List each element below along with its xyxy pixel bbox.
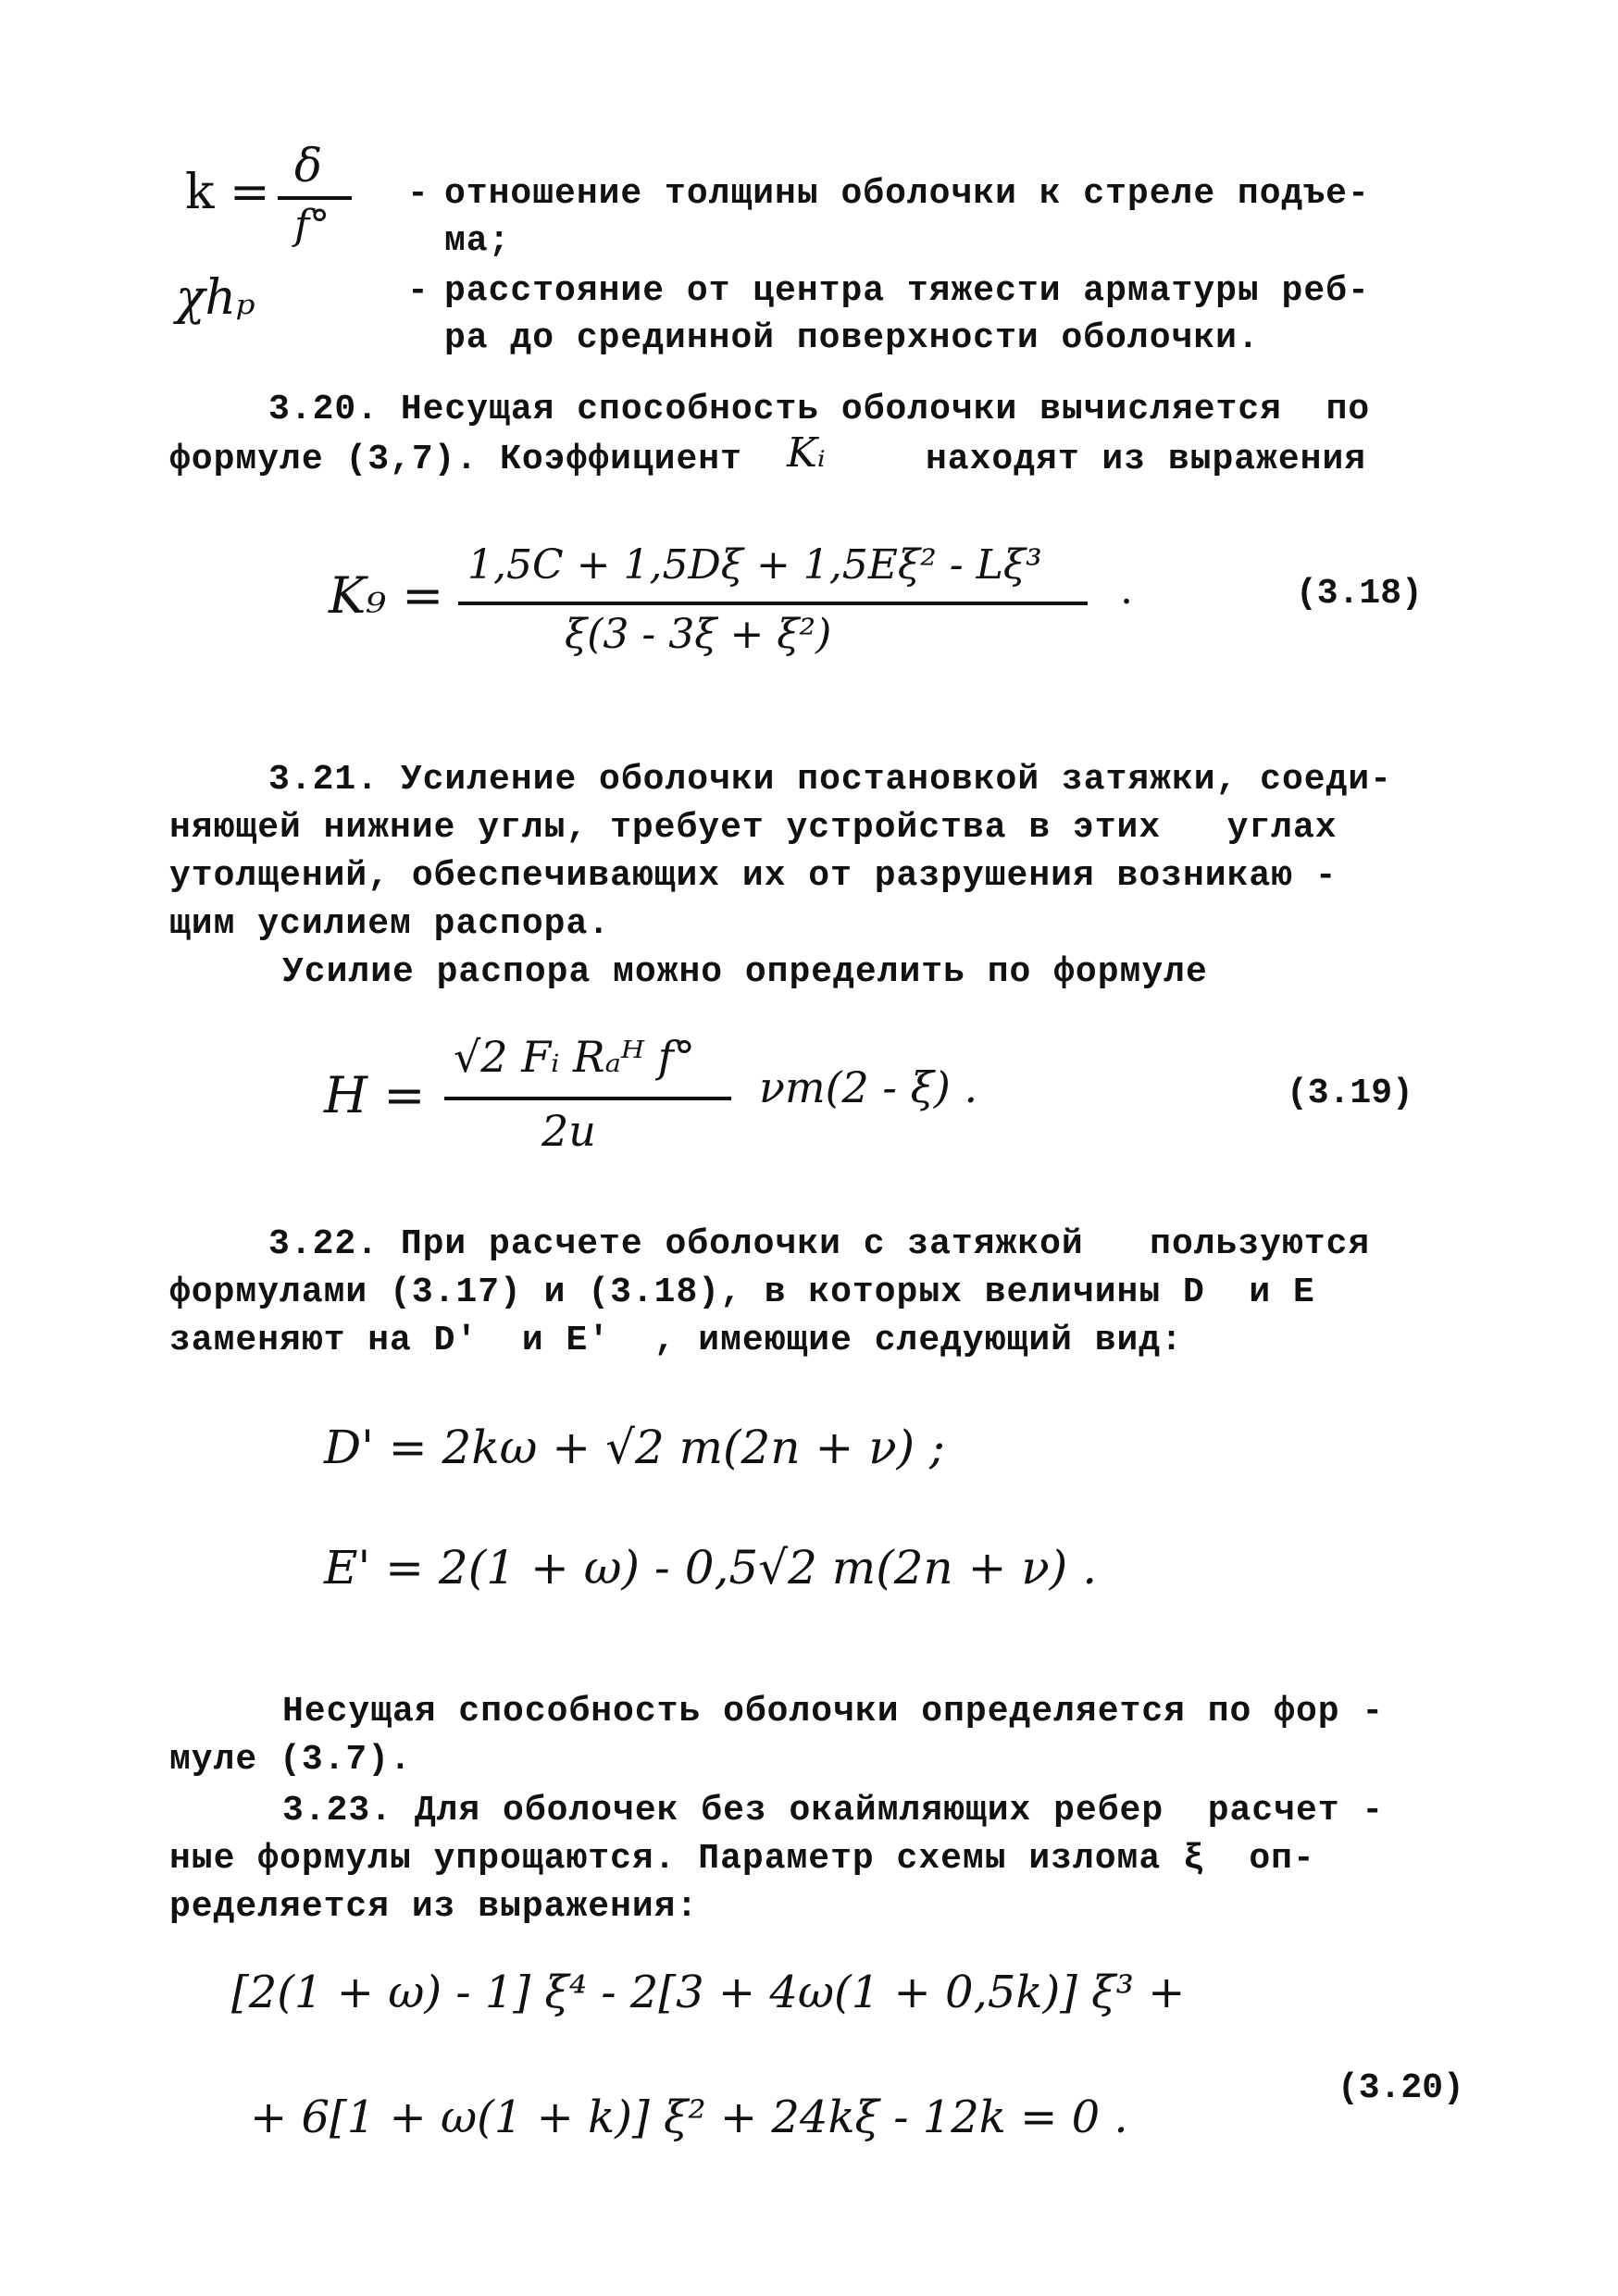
p320-symbol: Kᵢ [787,429,826,477]
def-k-lhs: k = [185,165,270,220]
eq318-denominator: ξ(3 - 3ξ + ξ²) [565,611,832,658]
eq319-denominator: 2u [541,1106,596,1156]
p322-line2: формулами (3.17) и (3.18), в которых величины D и E [169,1272,1315,1312]
p321-line3: утолщений, обеспечивающих их от разрушения возникаю - [169,856,1338,896]
eq319-lhs: H = [324,1066,426,1124]
eq318-tail: . [1120,566,1133,614]
p323-line2: ные формулы упрощаются. Параметр схемы излома ξ оп- [169,1839,1315,1879]
def-chi-line2: ра до срединной поверхности оболочки. [444,318,1260,358]
def-k-dash: - [407,174,429,214]
p322-line3: заменяют на D' и E' , имеющие следующий вид: [169,1321,1183,1360]
eq320-line2: + 6[1 + ω(1 + k)] ξ² + 24kξ - 12k = 0 . [250,2091,1128,2143]
def-chi-symbol: χhₚ [176,270,255,326]
def-k-fraction-line [278,196,352,200]
p322-line1: 3.22. При расчете оболочки с затяжкой пользуются [268,1224,1371,1264]
eq320-line1: [2(1 + ω) - 1] ξ⁴ - 2[3 + 4ω(1 + 0,5k)] ξ³ + [231,1967,1186,2018]
p321-line5: Усилие распора можно определить по формуле [282,952,1208,992]
eq318-lhs: K₉ = [329,566,444,625]
p323-line3: ределяется из выражения: [169,1887,699,1927]
def-k-numerator: δ [294,139,323,192]
eq318-fraction-line [458,602,1088,605]
p320-line2b: находят из выражения [926,440,1367,479]
eq320-number: (3.20) [1338,2068,1464,2108]
def-k-denominator: f° [294,202,330,249]
p323-line1: 3.23. Для оболочек без окаймляющих ребер расчет - [282,1791,1385,1831]
def-chi-line1: расстояние от центра тяжести арматуры реб- [444,271,1370,311]
eq319-tail: νm(2 - ξ) . [759,1062,978,1112]
eq318-number: (3.18) [1296,574,1423,614]
def-chi-dash: - [407,271,429,311]
p321-line4: щим усилием распора. [169,904,611,944]
p320-line1: 3.20. Несущая способность оболочки вычисляется по [268,390,1371,429]
eq-d-prime: D' = 2kω + √2 m(2n + ν) ; [324,1421,945,1474]
eq318-numerator: 1,5C + 1,5Dξ + 1,5Eξ² - Lξ³ [467,541,1042,589]
p321-line2: няющей нижние углы, требует устройства в этих углах [169,808,1338,848]
def-k-line2: ма; [444,221,511,261]
eq-e-prime: E' = 2(1 + ω) - 0,5√2 m(2n + ν) . [324,1541,1098,1595]
p-after-line1: Несущая способность оболочки определяется по фор - [282,1692,1385,1731]
def-k-line1: отношение толщины оболочки к стреле подъе- [444,174,1370,214]
p320-line2a: формуле (3,7). Коэффициент [169,440,742,479]
eq319-fraction-line [444,1097,731,1100]
p-after-line2: муле (3.7). [169,1740,412,1780]
eq319-number: (3.19) [1287,1074,1413,1113]
p321-line1: 3.21. Усиление оболочки постановкой затяжки, соеди- [268,760,1392,800]
eq319-numerator: √2 Fᵢ Rₐᴴ f° [454,1032,695,1082]
